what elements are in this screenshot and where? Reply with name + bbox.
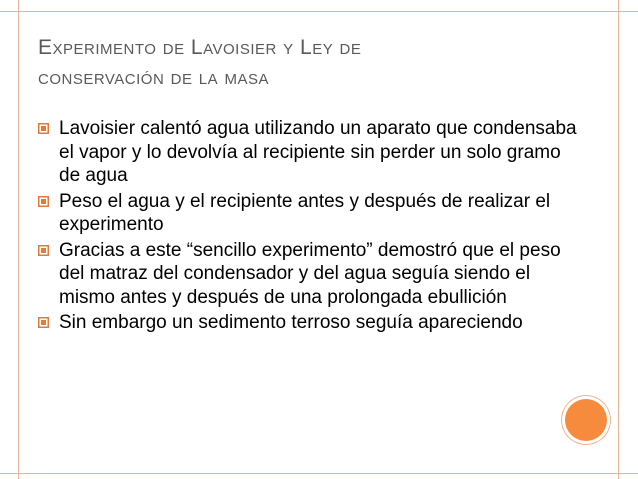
bullet-list	[38, 117, 578, 337]
bullet-marker-icon	[38, 317, 49, 328]
frame-line-bottom	[0, 473, 638, 474]
bullet-text-2: Peso el agua y el recipiente antes y después de realizar el experimento	[59, 190, 551, 235]
bullet-item-4	[38, 311, 578, 335]
bullet-text-4: Sin embargo un sedimento terroso seguía apareciendo	[59, 312, 523, 333]
bullet-item-1	[38, 117, 578, 188]
bullet-item-3	[38, 239, 578, 310]
bullet-marker-icon	[38, 123, 49, 134]
frame-line-right	[618, 0, 619, 479]
frame-line-top	[0, 11, 638, 12]
bullet-text-1: Lavoisier calentó agua utilizando un aparato que condensaba el vapor y lo devolvía al recipiente sin perder un solo gramo de agua	[59, 118, 577, 186]
slide-title-line-2: conservación de la masa	[38, 66, 269, 89]
slide-title	[38, 33, 598, 93]
bullet-item-2	[38, 190, 578, 237]
bullet-marker-icon	[38, 196, 49, 207]
bullet-marker-icon	[38, 245, 49, 256]
slide-title-line-1: Experimento de Lavoisier y Ley de	[38, 36, 362, 59]
decorative-circle	[565, 399, 607, 441]
frame-line-left	[18, 0, 19, 479]
bullet-text-3: Gracias a este “sencillo experimento” demostró que el peso del matraz del condensador y del agua seguía siendo el mismo antes y después de una prolongada ebullición	[59, 239, 561, 308]
